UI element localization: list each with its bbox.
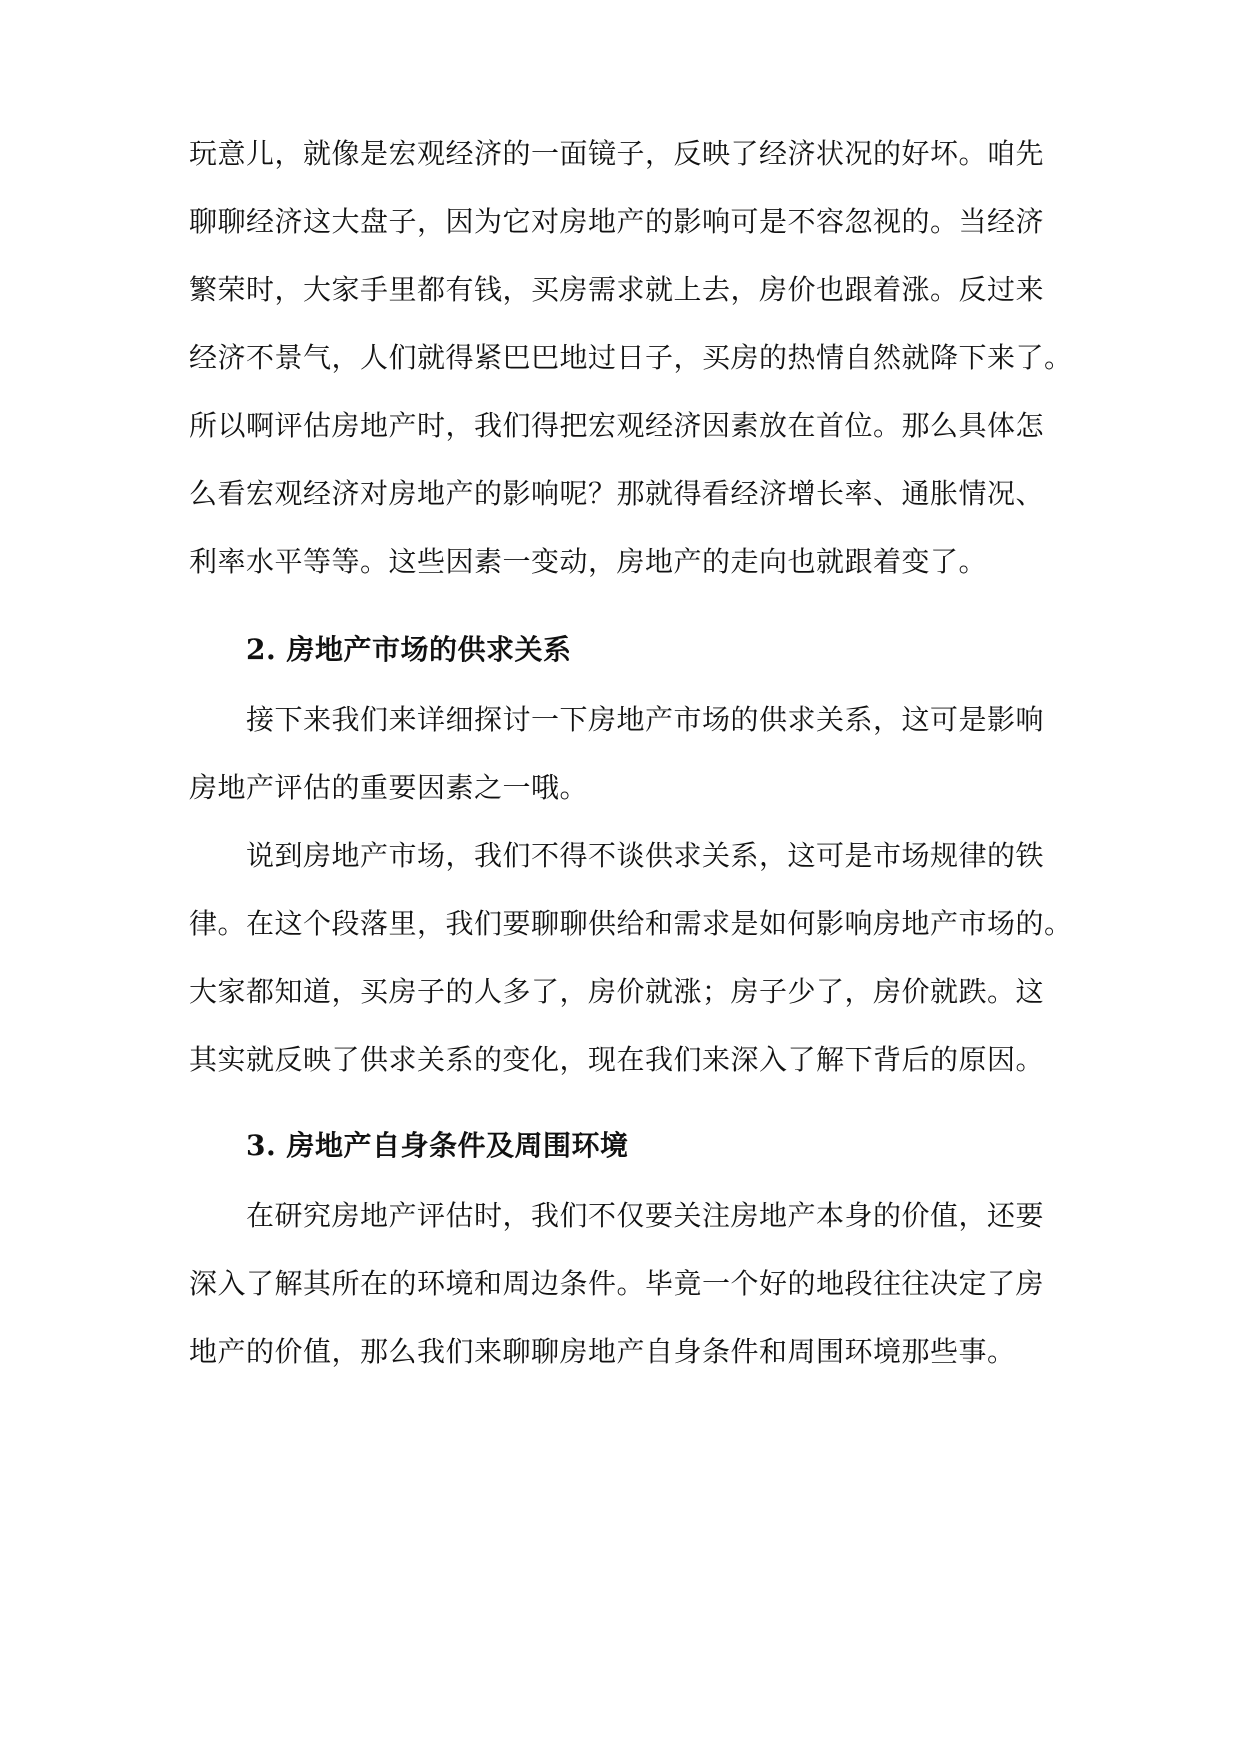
paragraph-line: 在研究房地产评估时，我们不仅要关注房地产本身的价值，还要 (246, 1199, 1045, 1232)
paragraph-line: 么看宏观经济对房地产的影响呢？那就得看经济增长率、通胀情况、 (189, 477, 1045, 510)
paragraph-line: 律。在这个段落里，我们要聊聊供给和需求是如何影响房地产市场的。 (189, 907, 1073, 940)
paragraph-line: 深入了解其所在的环境和周边条件。毕竟一个好的地段往往决定了房 (189, 1267, 1045, 1300)
paragraph-line: 玩意儿，就像是宏观经济的一面镜子，反映了经济状况的好坏。咱先 (189, 137, 1045, 170)
paragraph-line: 经济不景气，人们就得紧巴巴地过日子，买房的热情自然就降下来了。 (189, 341, 1073, 374)
paragraph-line: 所以啊评估房地产时，我们得把宏观经济因素放在首位。那么具体怎 (189, 409, 1045, 442)
paragraph-line: 聊聊经济这大盘子，因为它对房地产的影响可是不容忽视的。当经济 (189, 205, 1045, 238)
paragraph-line: 繁荣时，大家手里都有钱，买房需求就上去，房价也跟着涨。反过来 (189, 273, 1045, 306)
paragraph-line: 利率水平等等。这些因素一变动，房地产的走向也就跟着变了。 (189, 545, 988, 578)
paragraph-line: 房地产评估的重要因素之一哦。 (189, 771, 589, 804)
paragraph-line: 说到房地产市场，我们不得不谈供求关系，这可是市场规律的铁 (246, 839, 1045, 872)
paragraph-line: 地产的价值，那么我们来聊聊房地产自身条件和周围环境那些事。 (189, 1335, 1016, 1368)
paragraph-line: 大家都知道，买房子的人多了，房价就涨；房子少了，房价就跌。这 (189, 975, 1045, 1008)
paragraph-line: 其实就反映了供求关系的变化，现在我们来深入了解下背后的原因。 (189, 1043, 1045, 1076)
section-heading: 2. 房地产市场的供求关系 (246, 633, 572, 666)
section-heading: 3. 房地产自身条件及周围环境 (246, 1129, 629, 1162)
paragraph-line: 接下来我们来详细探讨一下房地产市场的供求关系，这可是影响 (246, 703, 1045, 736)
